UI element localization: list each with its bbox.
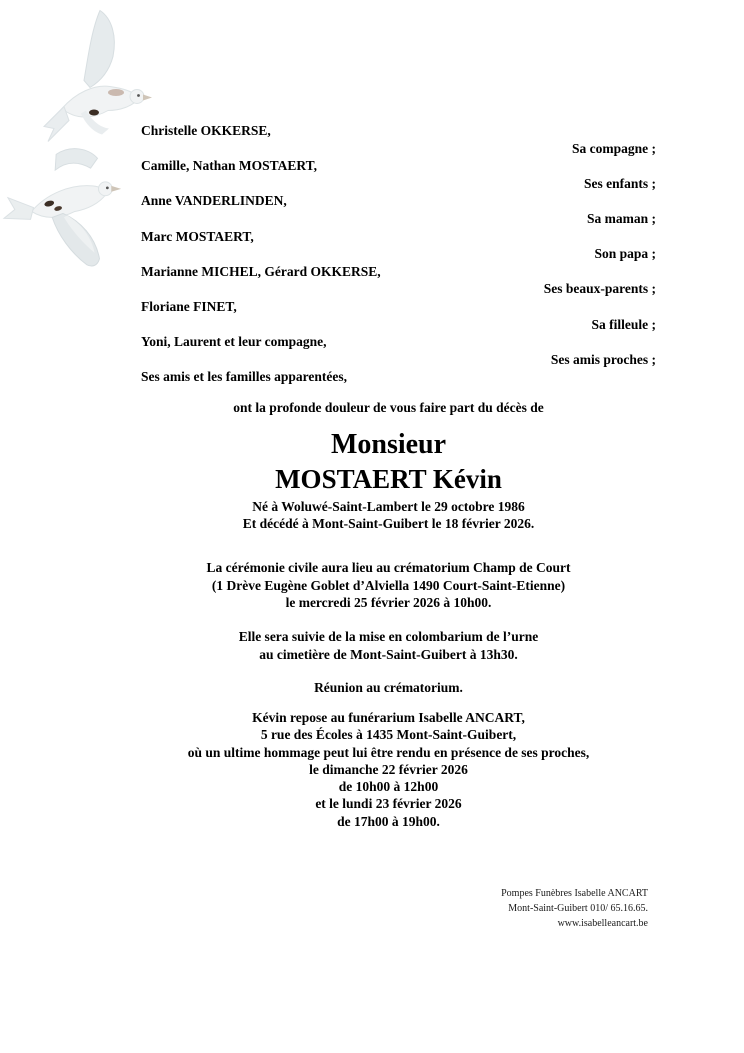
family-names-line: Christelle OKKERSE, [141,123,271,138]
ceremony-line: le mercredi 25 février 2026 à 10h00. [285,595,492,611]
deceased-name: MOSTAERT Kévin [275,464,502,494]
ceremony-block [33,559,744,612]
columbarium-block [33,628,744,663]
family-names-line: Marianne MICHEL, Gérard OKKERSE, [141,263,381,279]
relation-label: Ses enfants ; [583,175,656,191]
relation-label: Sa maman ; [586,210,656,226]
funeral-home-website: www.isabelleancart.be [557,918,648,929]
family-names-line: Anne VANDERLINDEN, [141,193,287,209]
ceremony-line: La cérémonie civile aura lieu au crématorium Champ de Court [206,560,571,575]
visitation-line: de 17h00 à 19h00. [337,813,440,829]
relation-label: Son papa ; [594,246,656,262]
visitation-block [33,709,744,830]
families-line: Ses amis et les familles apparentées, [141,369,347,385]
family-names-line: Camille, Nathan MOSTAERT, [141,158,318,174]
deceased-title: Monsieur [330,429,447,460]
funeral-home-footer [501,886,648,931]
columbarium-line: au cimetière de Mont-Saint-Guibert à 13h30. [259,646,518,662]
intro-line: ont la profonde douleur de vous faire part du décès de [233,400,544,415]
relation-label: Sa compagne ; [572,140,656,156]
visitation-line: et le lundi 23 février 2026 [315,796,462,812]
visitation-line: Kévin repose au funérarium Isabelle ANCART, [252,710,525,725]
relation-label: Ses amis proches ; [550,351,656,367]
visitation-line: le dimanche 22 février 2026 [309,761,468,777]
relation-label: Sa filleule ; [591,316,656,332]
death-line: Et décédé à Mont-Saint-Guibert le 18 février 2026. [242,516,535,531]
visitation-line: où un ultime hommage peut lui être rendu en présence de ses proches, [187,744,590,760]
funeral-home-name: Pompes Funèbres Isabelle ANCART [501,888,648,899]
visitation-line: de 10h00 à 12h00 [338,779,439,795]
funeral-home-phone: Mont-Saint-Guibert 010/ 65.16.65. [508,903,648,914]
family-names-line: Floriane FINET, [141,298,237,314]
relation-label: Ses beaux-parents ; [543,281,656,297]
meeting-line: Réunion au crématorium. [314,680,463,695]
birth-line: Né à Woluwé-Saint-Lambert le 29 octobre 1986 [252,499,525,514]
family-names-line: Marc MOSTAERT, [141,228,254,244]
relations-block [0,122,744,386]
ceremony-line: (1 Drève Eugène Goblet d’Alviella 1490 Court-Saint-Etienne) [211,577,566,593]
visitation-line: 5 rue des Écoles à 1435 Mont-Saint-Guibert, [260,727,517,743]
family-names-line: Yoni, Laurent et leur compagne, [141,334,327,350]
columbarium-line: Elle sera suivie de la mise en colombarium de l’urne [238,629,539,644]
